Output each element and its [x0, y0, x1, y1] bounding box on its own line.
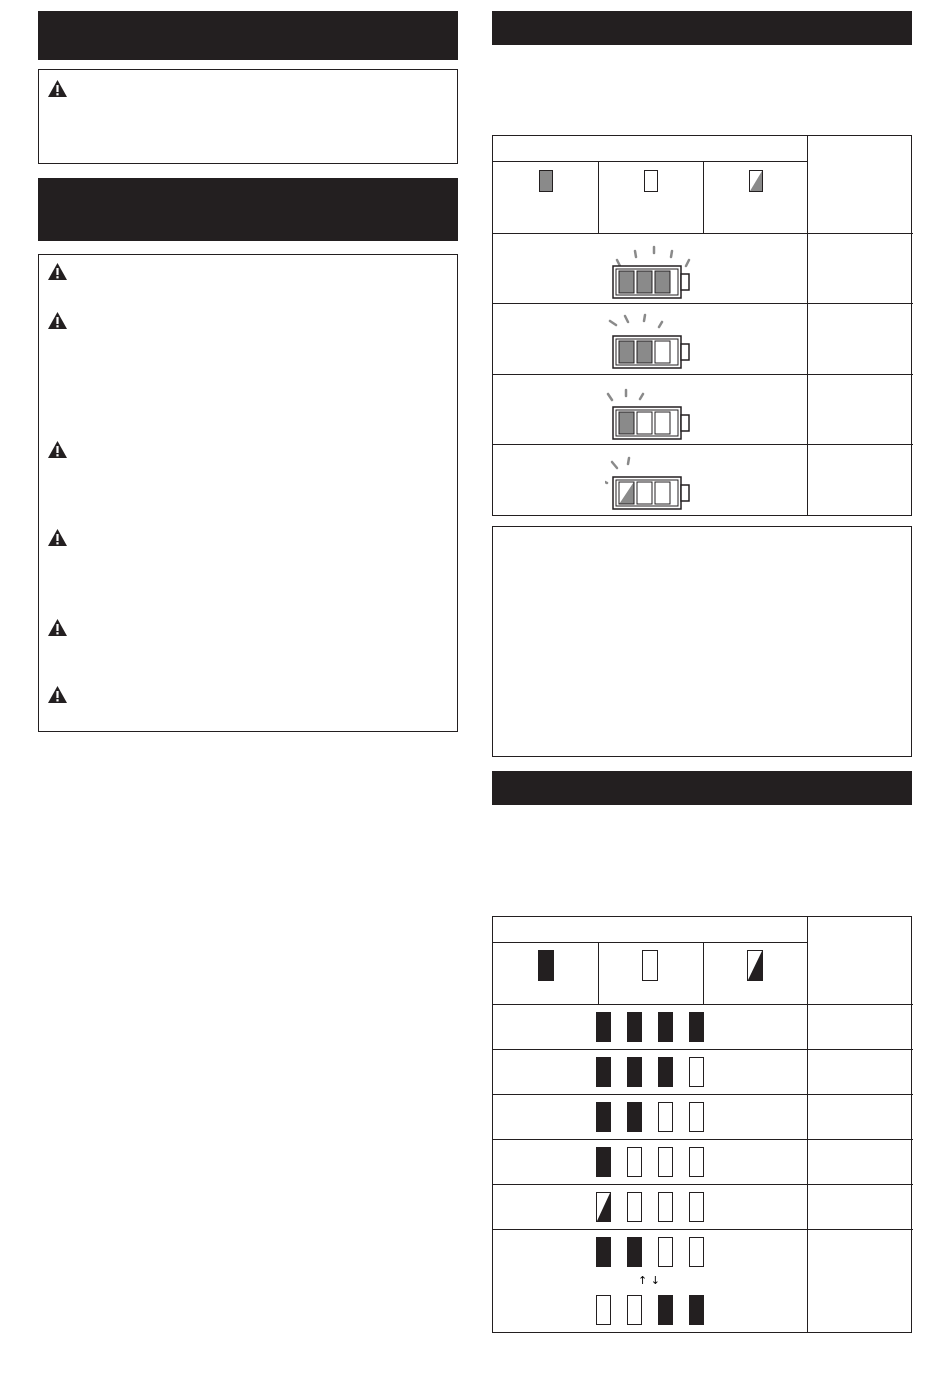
battery-gauge-one-third-icon — [605, 382, 695, 440]
indicator-lamp — [658, 1192, 673, 1222]
indicator-lamp — [627, 1012, 642, 1042]
battery-gauge-low-icon — [605, 452, 695, 510]
indicator-lamp — [627, 1192, 642, 1222]
indicator-lamp — [658, 1237, 673, 1267]
warning-triangle-icon — [47, 79, 68, 98]
indicator-lamp — [627, 1147, 642, 1177]
indicator-lamp — [658, 1012, 673, 1042]
warning-box — [38, 69, 458, 164]
warning-triangle-icon — [47, 262, 68, 281]
indicator-lamp — [596, 1102, 611, 1132]
indicator-lamp — [689, 1237, 704, 1267]
section-header-bar — [38, 178, 458, 241]
indicator-table-battery-gauge — [492, 135, 912, 516]
battery-gauge-two-thirds-icon — [605, 311, 695, 369]
indicator-lamp — [627, 1102, 642, 1132]
indicator-table-remaining-capacity — [492, 916, 912, 1333]
indicator-lamp — [689, 1192, 704, 1222]
section-header-bar — [492, 771, 912, 805]
indicator-lamp — [658, 1102, 673, 1132]
indicator-lamp — [689, 1057, 704, 1087]
alternate-arrows: ↑ ↓ — [638, 1274, 660, 1287]
indicator-lit-icon — [538, 950, 554, 981]
indicator-lamp — [596, 1147, 611, 1177]
indicator-lamp — [596, 1057, 611, 1087]
indicator-off-icon — [642, 950, 658, 981]
indicator-lit-icon — [539, 170, 553, 192]
indicator-lamp-blinking — [596, 1192, 611, 1222]
indicator-lamp — [596, 1237, 611, 1267]
indicator-lamp — [689, 1147, 704, 1177]
indicator-lamp — [689, 1295, 704, 1325]
indicator-lamp — [658, 1295, 673, 1325]
section-header-bar — [38, 11, 458, 60]
warning-triangle-icon — [47, 618, 68, 637]
indicator-lamp — [627, 1295, 642, 1325]
indicator-lamp — [658, 1057, 673, 1087]
indicator-lamp — [596, 1295, 611, 1325]
indicator-blinking-icon — [747, 950, 763, 981]
section-header-bar — [492, 11, 912, 45]
warning-triangle-icon — [47, 528, 68, 547]
indicator-lamp — [689, 1012, 704, 1042]
indicator-lamp — [658, 1147, 673, 1177]
warning-triangle-icon — [47, 685, 68, 704]
note-box — [492, 526, 912, 757]
warning-triangle-icon — [47, 311, 68, 330]
warning-box — [38, 254, 458, 732]
indicator-off-icon — [644, 170, 658, 192]
indicator-blinking-icon — [749, 170, 763, 192]
indicator-lamp — [596, 1012, 611, 1042]
battery-gauge-full-icon — [605, 241, 695, 299]
warning-triangle-icon — [47, 440, 68, 459]
indicator-lamp — [689, 1102, 704, 1132]
indicator-lamp — [627, 1057, 642, 1087]
indicator-lamp — [627, 1237, 642, 1267]
